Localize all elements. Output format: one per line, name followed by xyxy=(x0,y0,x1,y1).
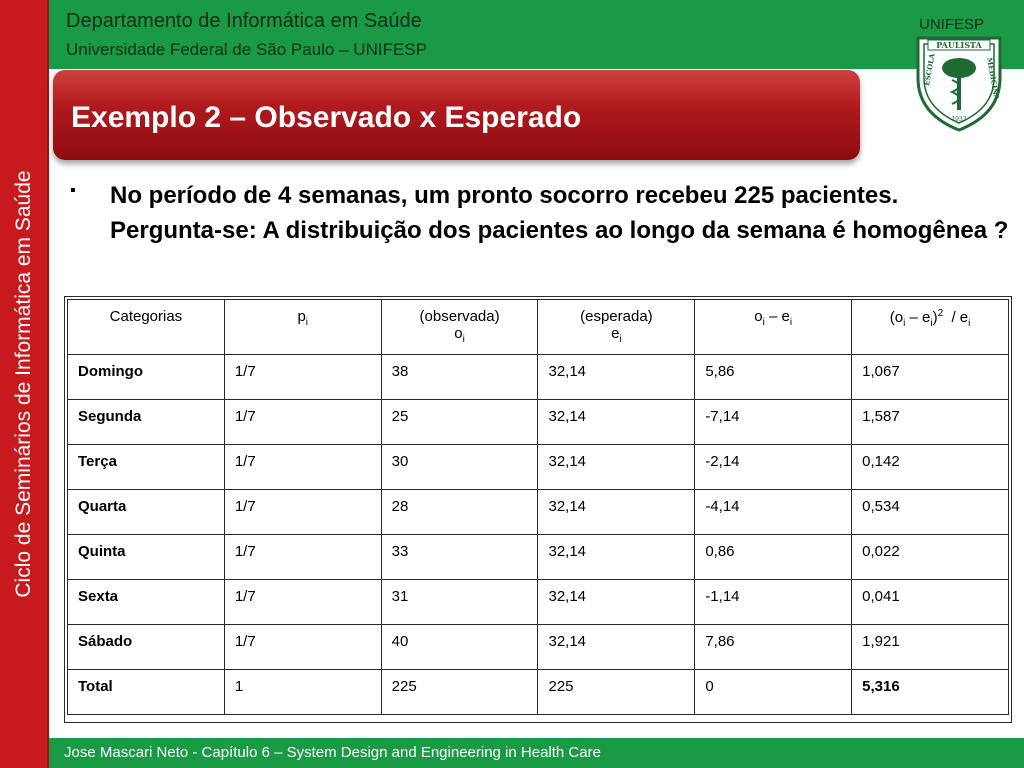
row-category: Total xyxy=(68,670,225,715)
cell-chi-term: 0,534 xyxy=(852,490,1009,535)
sidebar-title: Ciclo de Seminários de Informática em Saúde xyxy=(12,170,35,598)
table-row xyxy=(68,445,1009,490)
cell-expected: 32,14 xyxy=(538,625,695,670)
table-row xyxy=(68,535,1009,580)
row-category: Sábado xyxy=(68,625,225,670)
table-row xyxy=(68,400,1009,445)
cell-pi: 1/7 xyxy=(224,355,381,400)
cell-difference: 0 xyxy=(695,670,852,715)
cell-expected: 32,14 xyxy=(538,355,695,400)
header-chi: $(o_i - e_i)^2 / e_i$ xyxy=(852,300,1009,355)
department-name: Departamento de Informática em Saúde xyxy=(66,10,422,32)
row-category: Terça xyxy=(68,445,225,490)
table-header-row xyxy=(68,300,1009,355)
header-pi: $p_i$ xyxy=(224,300,381,355)
row-category: Sexta xyxy=(68,580,225,625)
university-name: Universidade Federal de São Paulo – UNIFESP xyxy=(66,40,427,59)
cell-difference: -1,14 xyxy=(695,580,852,625)
logo-right-text: MEDICINA xyxy=(985,56,1002,101)
cell-pi: 1/7 xyxy=(224,490,381,535)
header-observada: (observada) $o_i$ xyxy=(381,300,538,355)
row-category: Quinta xyxy=(68,535,225,580)
header-categorias: Categorias xyxy=(68,300,225,355)
cell-difference: -4,14 xyxy=(695,490,852,535)
footer-text: Jose Mascari Neto - Capítulo 6 – System Design and Engineering in Health Care xyxy=(64,744,601,761)
cell-chi-total: 5,316 xyxy=(852,670,1009,715)
cell-observed: 28 xyxy=(381,490,538,535)
cell-pi: 1/7 xyxy=(224,400,381,445)
cell-expected: 32,14 xyxy=(538,445,695,490)
slide-title: Exemplo 2 – Observado x Esperado xyxy=(71,101,582,134)
cell-chi-term: 0,142 xyxy=(852,445,1009,490)
cell-expected: 32,14 xyxy=(538,400,695,445)
row-category: Segunda xyxy=(68,400,225,445)
header-bar xyxy=(49,0,1024,69)
cell-difference: 5,86 xyxy=(695,355,852,400)
cell-chi-term: 1,587 xyxy=(852,400,1009,445)
cell-pi: 1/7 xyxy=(224,445,381,490)
cell-observed: 40 xyxy=(381,625,538,670)
cell-pi: 1/7 xyxy=(224,625,381,670)
header-esperada: (esperada) $e_i$ xyxy=(538,300,695,355)
cell-expected: 32,14 xyxy=(538,580,695,625)
table-row xyxy=(68,490,1009,535)
footer-bar xyxy=(49,738,1024,768)
cell-chi-term: 0,022 xyxy=(852,535,1009,580)
logo-year: 1933 xyxy=(951,116,967,123)
cell-chi-term: 1,921 xyxy=(852,625,1009,670)
table-row-total xyxy=(68,670,1009,715)
cell-difference: 0,86 xyxy=(695,535,852,580)
cell-difference: -2,14 xyxy=(695,445,852,490)
cell-chi-term: 0,041 xyxy=(852,580,1009,625)
unifesp-label: UNIFESP xyxy=(918,16,984,33)
cell-difference: 7,86 xyxy=(695,625,852,670)
cell-difference: -7,14 xyxy=(695,400,852,445)
cell-observed: 38 xyxy=(381,355,538,400)
data-table xyxy=(67,299,1009,715)
cell-expected: 32,14 xyxy=(538,490,695,535)
sidebar xyxy=(0,0,49,768)
header-diff: $o_i - e_i$ xyxy=(695,300,852,355)
cell-observed: 225 xyxy=(381,670,538,715)
row-category: Quarta xyxy=(68,490,225,535)
table-row xyxy=(68,625,1009,670)
cell-observed: 33 xyxy=(381,535,538,580)
cell-observed: 25 xyxy=(381,400,538,445)
logo-left-text: ESCOLA xyxy=(922,52,937,87)
cell-expected: 32,14 xyxy=(538,535,695,580)
cell-observed: 30 xyxy=(381,445,538,490)
table-row xyxy=(68,580,1009,625)
question-text: No período de 4 semanas, um pronto socorro recebeu 225 pacientes. Pergunta-se: A distribuição dos pacientes ao longo da semana é homogênea ? xyxy=(110,182,1009,244)
table-row xyxy=(68,355,1009,400)
row-category: Domingo xyxy=(68,355,225,400)
cell-pi: 1 xyxy=(224,670,381,715)
cell-pi: 1/7 xyxy=(224,580,381,625)
title-bar xyxy=(53,70,860,160)
cell-expected: 225 xyxy=(538,670,695,715)
cell-chi-term: 1,067 xyxy=(852,355,1009,400)
logo-top-text: PAULISTA xyxy=(936,40,982,50)
cell-observed: 31 xyxy=(381,580,538,625)
unifesp-logo xyxy=(914,36,1004,132)
bullet-square-icon: ▪ xyxy=(70,182,76,199)
cell-pi: 1/7 xyxy=(224,535,381,580)
